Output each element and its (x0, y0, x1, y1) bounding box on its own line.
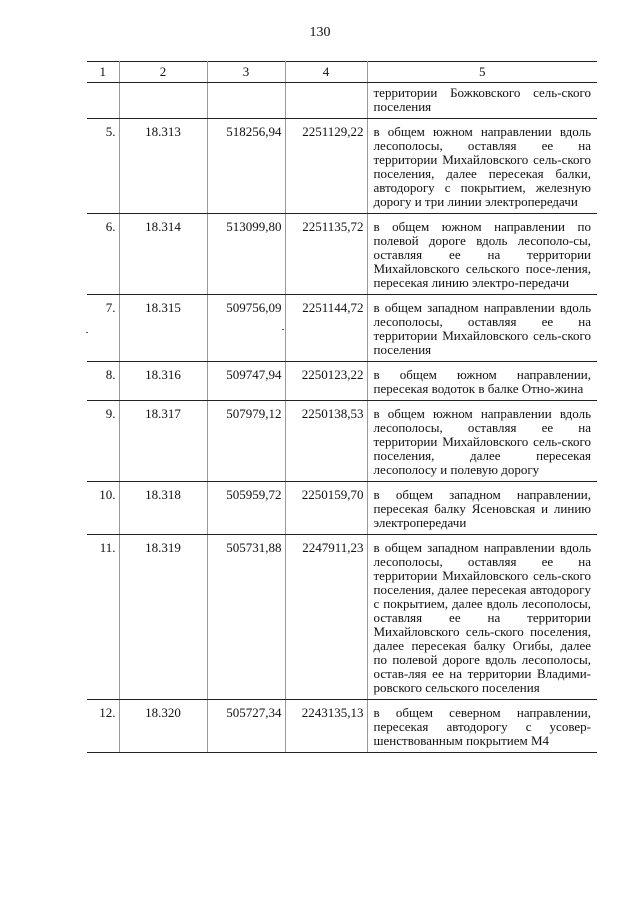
column-header-2: 2 (119, 62, 207, 83)
coordinate-y: 2247911,23 (285, 535, 367, 700)
coordinate-y: 2251129,22 (285, 119, 367, 214)
row-number: 9. (87, 401, 119, 482)
row-number: 7. (87, 295, 119, 362)
continuation-description: территории Божковского сель-ского поселения (367, 83, 597, 119)
point-code: 18.316 (119, 362, 207, 401)
route-description: в общем западном направлении вдоль лесополосы, оставляя ее на территории Михайловского сель-ского поселения, далее пересекая автодорогу с покрытием, далее вдоль лесополосы, оставляя ее на территории Михайловского сель-ского поселения, далее пересекая балку Огибы, далее по полевой дороге вдоль лесополосы, остав-ляя ее на территории Владими-ровского сельского поселения (367, 535, 597, 700)
coordinate-y: 2251144,72 (285, 295, 367, 362)
route-description: в общем южном направлении, пересекая водоток в балке Отно-жина (367, 362, 597, 401)
coordinate-x: 513099,80 (207, 214, 285, 295)
route-description: в общем южном направлении вдоль лесополосы, оставляя ее на территории Михайловского сель-ского поселения, далее пересекая балки, автодорогу с покрытием, железную дорогу и три линии электропередачи (367, 119, 597, 214)
row-number: 12. (87, 700, 119, 753)
table-row (87, 119, 597, 214)
row-number: 11. (87, 535, 119, 700)
route-description: в общем западном направлении вдоль лесополосы, оставляя ее на территории Михайловского сель-ского поселения (367, 295, 597, 362)
empty-cell (285, 83, 367, 119)
route-description: в общем южном направлении по полевой дороге вдоль лесополо-сы, оставляя ее на территории Михайловского сельского посе-ления, пересекая линию электро-передачи (367, 214, 597, 295)
coordinate-x: 509747,94 (207, 362, 285, 401)
empty-cell (119, 83, 207, 119)
table-row (87, 535, 597, 700)
route-description: в общем южном направлении вдоль лесополосы, оставляя ее на территории Михайловского сель-ского поселения, далее пересекая лесополосу и полевую дорогу (367, 401, 597, 482)
point-code: 18.314 (119, 214, 207, 295)
column-header-1: 1 (87, 62, 119, 83)
point-code: 18.319 (119, 535, 207, 700)
row-number: 10. (87, 482, 119, 535)
table-row (87, 700, 597, 753)
point-code: 18.315 (119, 295, 207, 362)
coordinate-x: 507979,12 (207, 401, 285, 482)
route-description: в общем западном направлении, пересекая балку Ясеновская и линию электропередачи (367, 482, 597, 535)
continuation-row (87, 83, 597, 119)
coordinate-y: 2250159,70 (285, 482, 367, 535)
scan-artifact (86, 332, 88, 333)
coordinate-x: 509756,09 (207, 295, 285, 362)
point-code: 18.313 (119, 119, 207, 214)
row-number: 5. (87, 119, 119, 214)
route-description: в общем северном направлении, пересекая автодорогу с усовер-шенствованным покрытием М4 (367, 700, 597, 753)
table-row (87, 362, 597, 401)
table-row (87, 295, 597, 362)
table-row (87, 401, 597, 482)
point-code: 18.320 (119, 700, 207, 753)
boundary-table (87, 61, 597, 753)
column-header-4: 4 (285, 62, 367, 83)
table-row (87, 214, 597, 295)
scan-artifact (282, 329, 284, 330)
coordinate-y: 2250123,22 (285, 362, 367, 401)
coordinate-x: 505727,34 (207, 700, 285, 753)
page-number: 130 (309, 25, 331, 40)
point-code: 18.317 (119, 401, 207, 482)
empty-cell (207, 83, 285, 119)
point-code: 18.318 (119, 482, 207, 535)
coordinate-y: 2250138,53 (285, 401, 367, 482)
coordinate-x: 505731,88 (207, 535, 285, 700)
header-row (87, 62, 597, 83)
table-row (87, 482, 597, 535)
coordinate-x: 518256,94 (207, 119, 285, 214)
row-number: 8. (87, 362, 119, 401)
coordinate-y: 2251135,72 (285, 214, 367, 295)
row-number: 6. (87, 214, 119, 295)
empty-cell (87, 83, 119, 119)
column-header-3: 3 (207, 62, 285, 83)
column-header-5: 5 (367, 62, 597, 83)
coordinate-y: 2243135,13 (285, 700, 367, 753)
coordinate-x: 505959,72 (207, 482, 285, 535)
